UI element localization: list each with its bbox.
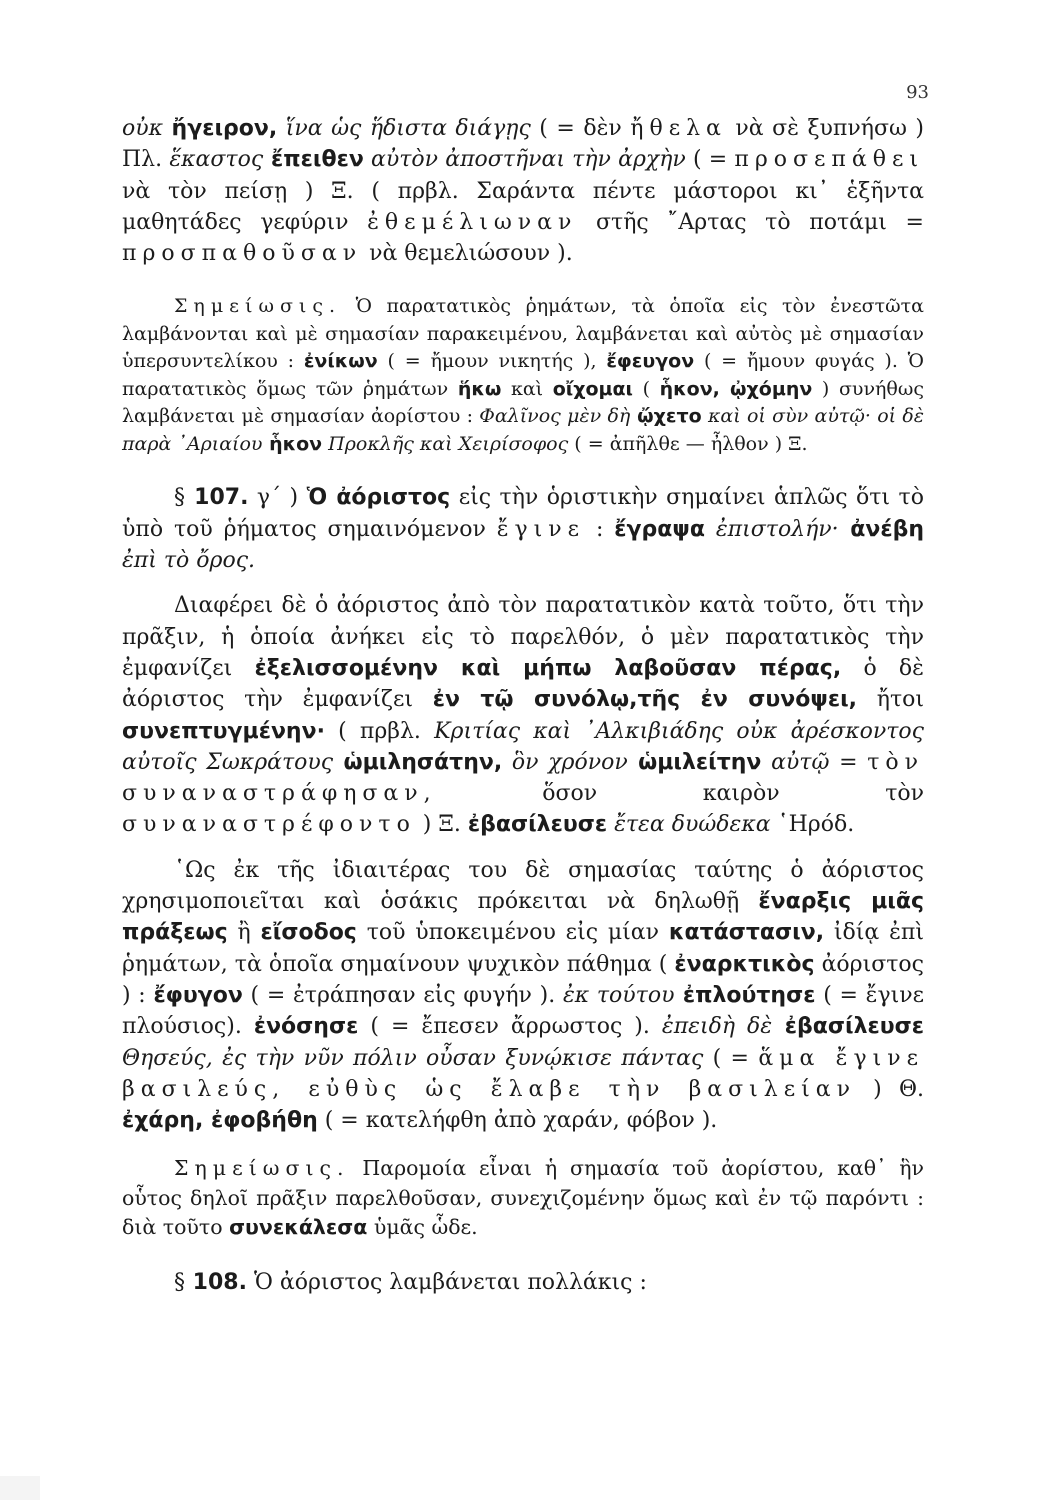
paragraph-inceptive-aorist xyxy=(122,855,924,1137)
text-span: ( = κατελήφθη ἀπὸ χαράν, φόβον ). xyxy=(317,1108,718,1134)
section-sign: § xyxy=(174,485,185,511)
italic-text: αὐτὸν ἀποστῆναι τὴν ἀρχὴν xyxy=(363,147,686,173)
text-span: Ὁ ἀόριστος λαμβάνεται πολλάκις : xyxy=(246,1269,647,1295)
section-number: 108. xyxy=(185,1269,247,1295)
bold-term: κατάστασιν, xyxy=(668,920,825,946)
text-span: οὐκ xyxy=(122,116,172,141)
italic-text: ἐκ τούτου xyxy=(562,982,675,1008)
bold-term: ἔγραψα xyxy=(614,516,705,542)
example-paragraph-imperfect xyxy=(122,113,924,269)
italic-text: Θησεύς, ἐς τὴν νῦν πόλιν οὖσαν ξυνῴκισε πάντας xyxy=(122,1045,704,1071)
italic-text: ἔτεα δυώδεκα xyxy=(607,812,771,838)
text-span: ) συνήθως λαμβάνεται μὲ σημασίαν ἀορίστου : xyxy=(122,377,924,428)
bold-term: ἧκον, ᾠχόμην xyxy=(659,377,813,400)
italic-text: ἐπὶ τὸ ὄρος. xyxy=(122,548,256,574)
text-span: ( πρβλ. xyxy=(324,718,435,744)
spaced-text: συναναστρέφοντο xyxy=(122,812,416,838)
text-span: ( xyxy=(632,377,660,400)
italic-text: Προκλῆς καὶ Χειρίσοφος xyxy=(322,432,569,455)
text-span: ( = ἐτράπησαν εἰς φυγήν ). xyxy=(242,982,563,1008)
bold-term: ἐπλούτησε xyxy=(674,982,816,1008)
italic-text: Κριτίας καὶ ᾽Αλκιβιάδης οὐκ ἀρέσκοντος αὐτοῖς Σωκράτους xyxy=(122,718,924,775)
bold-term: ἔπειθεν xyxy=(263,147,364,173)
text-span: ( = δὲν xyxy=(530,116,631,141)
text-span: γ´ ) xyxy=(248,485,307,511)
note-perfect-aorist xyxy=(122,1154,924,1243)
bold-term: ἀνέβη xyxy=(838,516,924,542)
bold-term: ἔφυγον xyxy=(153,982,243,1008)
italic-text: Φαλῖνος μὲν δὴ xyxy=(479,405,631,428)
text-span: Διαφέρει δὲ ὁ ἀόριστος ἀπὸ τὸν παρατατικὸν κατὰ τοῦτο, ὅτι τὴν πρᾶξιν, ἡ ὁποία ἀνήκει εἰς τὸ παρελθόν, ὁ μὲν παρατατικὸς τὴν ἐμφανίζει xyxy=(122,593,924,681)
bold-term: ᾤχετο xyxy=(630,405,702,428)
bold-term: ὡμιλείτην xyxy=(627,749,762,775)
text-span: ( = xyxy=(685,147,735,173)
section-107 xyxy=(122,482,924,576)
italic-text: αὐτῷ xyxy=(761,749,830,775)
text-span: ἰδίᾳ ἐπὶ ῥημάτων, τὰ ὁποῖα σημαίνουν ψυχικὸν πάθημα ( xyxy=(122,920,924,977)
italic-text: καὶ οἱ σὺν αὐτῷ· οἱ δὲ παρὰ ᾽Αριαίου xyxy=(122,405,925,455)
text-span: ( = ἤμουν φυγάς ). Ὁ παρατατικὸς ὅμως τῶν ῥημάτων xyxy=(122,350,924,400)
text-span: εἰς τὴν ὁριστικὴν σημαίνει ἁπλῶς ὅτι τὸ ὑπὸ τοῦ ῥήματος σημαινόμενον xyxy=(122,485,924,542)
scan-mark xyxy=(0,1476,40,1500)
bold-term: ἐνόσησε xyxy=(253,1014,359,1040)
text-span: νὰ τὸν πείσῃ ) Ξ. ( πρβλ. Σαράντα πέντε μάστοροι κι᾽ ἑξῆντα μαθητάδες γεφύριν xyxy=(122,178,924,235)
text-span: ) Θ. xyxy=(856,1076,924,1102)
text-span: Παρομοία εἶναι ἡ σημασία τοῦ ἀορίστου, καθ᾽ ἣν οὗτος δηλοῖ πρᾶξιν παρελθοῦσαν, συνεχιζομένην ὅμως καὶ ἐν τῷ παρόντι : διὰ τοῦτο xyxy=(122,1156,924,1240)
text-span: ( = ἀπῆλθε — ἦλθον ) Ξ. xyxy=(568,432,808,455)
text-span: νὰ θεμελιώσουν ). xyxy=(362,241,573,267)
bold-term: ἐξελισσομένην καὶ μήπω λαβοῦσαν πέρας, xyxy=(254,655,842,681)
section-heading: Ὁ ἀόριστος xyxy=(306,485,451,511)
section-108 xyxy=(122,1267,924,1298)
text-span: νὰ σὲ ξυπνήσω ) Πλ. xyxy=(122,116,924,173)
bold-term: ἧκον xyxy=(262,432,323,455)
bold-term: συνεκάλεσα xyxy=(229,1215,368,1240)
spaced-text: ἤθελα xyxy=(630,116,727,141)
page-number: 93 xyxy=(906,82,929,103)
text-span: στῆς ῎Αρτας τὸ ποτάμι = xyxy=(577,209,924,235)
text-span: ἤτοι xyxy=(857,687,924,713)
text-span: ὅσον καιρὸν τὸν xyxy=(436,781,924,807)
bold-term: ἐχάρη, ἐφοβήθη xyxy=(122,1108,318,1134)
text-span: καὶ xyxy=(501,377,553,400)
text-span: ὑμᾶς ὧδε. xyxy=(367,1215,478,1240)
text-span: : xyxy=(585,516,615,542)
text-span: ( = ἔπεσεν ἄρρωστος ). xyxy=(358,1014,662,1040)
text-span: ἵνα ὡς ἥδιστα διάγῃς xyxy=(277,116,531,141)
italic-text: ἐπιστολήν· xyxy=(704,516,839,542)
text-span: ὁ δὲ ἀόριστος τὴν ἐμφανίζει xyxy=(122,655,924,713)
page-body xyxy=(122,113,924,1298)
text-span: ἢ xyxy=(227,920,261,946)
text-span: Ὁ παρατατικὸς ῥημάτων, τὰ ὁποῖα εἰς τὸν ἐνεστῶτα λαμβάνονται καὶ μὲ σημασίαν παρακειμένου, λαμβάνεται καὶ αὐτὸς μὲ σημασίαν ὑπερσυντελίκου : xyxy=(122,295,924,373)
text-span: ( = ἔγινε πλούσιος). xyxy=(122,982,924,1040)
note-label: Σημείωσις. xyxy=(174,295,342,318)
bold-term: ἐβασίλευσε xyxy=(772,1014,924,1040)
spaced-text: προσπαθοῦσαν xyxy=(122,241,363,267)
italic-text: ἐπειδὴ δὲ xyxy=(661,1014,773,1040)
bold-term: ἔφευγον xyxy=(606,350,695,373)
text-span: ῾Ως ἐκ τῆς ἰδιαιτέρας του δὲ σημασίας ταύτης ὁ ἀόριστος χρησιμοποιεῖται καὶ ὁσάκις πρόκειται νὰ δηλωθῇ xyxy=(122,857,924,915)
bold-term: ἐνίκων xyxy=(303,350,378,373)
bold-term: ἐν τῷ συνόλῳ,τῆς ἐν συνόψει, xyxy=(432,687,858,713)
italic-text: ὃν χρόνον xyxy=(502,749,628,775)
spaced-text: ἐθεμέλιωναν xyxy=(367,209,578,235)
bold-term: εἴσοδος xyxy=(260,920,357,946)
note-imperfect xyxy=(122,293,924,458)
text-span: = xyxy=(829,749,868,775)
bold-term: οἴχομαι xyxy=(552,377,633,400)
text-span: ῾Ηρόδ. xyxy=(770,812,855,838)
bold-term: συνεπτυγμένην· xyxy=(122,718,325,744)
text-span: τοῦ ὑποκειμένου εἰς μίαν xyxy=(356,920,669,946)
text-span: ἀόριστος ) : xyxy=(122,951,924,1008)
spaced-text: ἔγινε xyxy=(496,516,586,542)
bold-term: ἔναρξις μιᾶς πράξεως xyxy=(122,889,924,946)
italic-text: ἕκαστος xyxy=(169,147,264,173)
spaced-text: ἅμα ἔγινε βασιλεύς, εὐθὺς ὡς ἔλαβε τὴν βασιλείαν xyxy=(122,1045,925,1102)
section-sign: § xyxy=(174,1269,185,1295)
text-span: ) Ξ. xyxy=(415,812,468,838)
bold-term: ἥκω xyxy=(457,377,502,400)
note-label: Σημείωσις. xyxy=(174,1156,350,1181)
text-span: ( = xyxy=(703,1045,759,1071)
spaced-text: προσεπάθει xyxy=(734,147,924,173)
bold-term: ἐβασίλευσε xyxy=(467,812,608,838)
spaced-text: τὸν συναναστράφησαν, xyxy=(122,749,925,807)
text-span: ( = ἤμουν νικητής ), xyxy=(377,350,607,373)
paragraph-aorist-vs-imperfect xyxy=(122,590,924,840)
bold-term: ἐναρκτικὸς xyxy=(674,951,815,977)
section-number: 107. xyxy=(185,485,249,511)
bold-term: ἤγειρον, xyxy=(171,116,278,141)
bold-term: ὡμιλησάτην, xyxy=(333,749,503,775)
